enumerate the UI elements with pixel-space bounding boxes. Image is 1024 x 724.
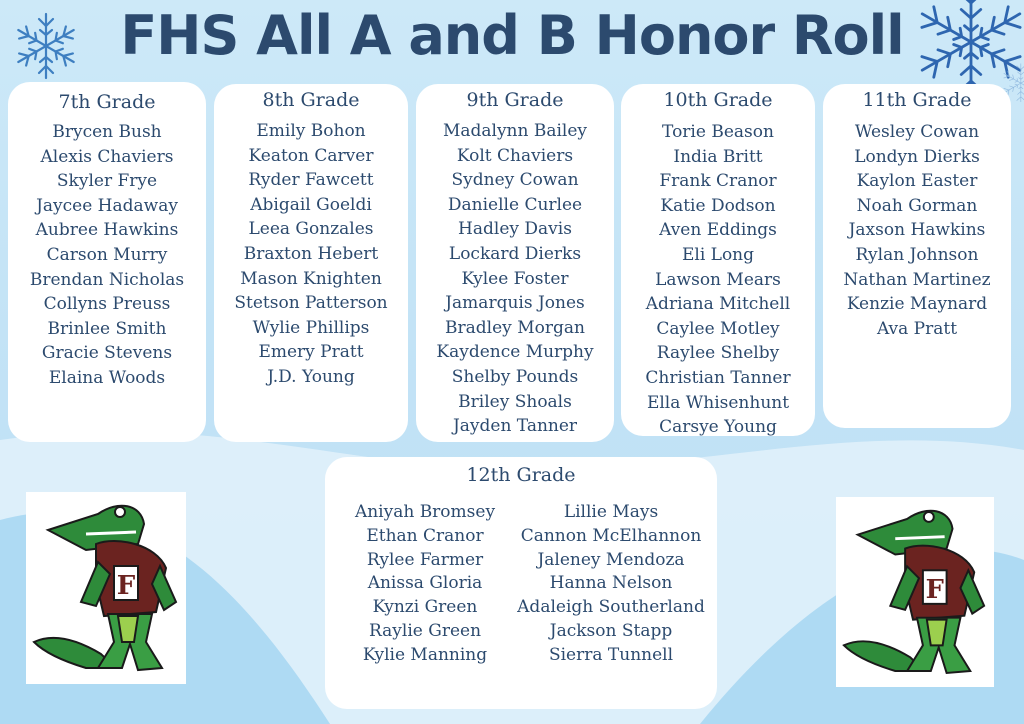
grade-heading: 8th Grade [262,89,360,111]
student-name: Brycen Bush [52,122,162,142]
student-name: Kolt Chaviers [456,145,574,166]
student-name: Kynzi Green [372,597,478,618]
student-name: Gracie Stevens [41,343,173,364]
grade-card-10th [621,84,815,436]
student-name: Emery Pratt [258,342,364,363]
student-name: Lockard Dierks [448,243,582,264]
student-name: Ryder Fawcett [248,170,374,191]
student-name: Jayden Tanner [452,416,578,437]
student-name: Wylie Phillips [252,317,370,338]
grade-heading: 9th Grade [466,89,564,111]
student-name: Aniyah Bromsey [354,502,496,522]
student-list [8,120,206,391]
student-name: Collyns Preuss [43,294,171,315]
student-name: Lillie Mays [563,502,659,522]
student-name: Rylee Farmer [366,549,484,570]
student-name: Brendan Nicholas [29,269,185,290]
student-name: Ava Pratt [876,318,958,339]
student-name: Hanna Nelson [549,573,673,594]
alligator-mascot-icon [26,492,186,684]
student-name: Kenzie Maynard [846,294,988,315]
student-name: Eli Long [681,244,755,265]
student-name: Cannon McElhannon [520,525,702,546]
student-name: Jamarquis Jones [445,293,585,314]
student-name: Wesley Cowan [854,122,980,142]
grade-card-8th [214,84,408,442]
student-name: Katie Dodson [660,195,776,216]
student-name: Aubree Hawkins [35,220,179,241]
student-name: Adaleigh Southerland [517,597,705,618]
student-name: Alexis Chaviers [40,146,174,167]
student-name: Nathan Martinez [843,269,991,290]
student-list [416,119,614,439]
student-name: Adriana Mitchell [645,294,791,315]
student-name: Leea Gonzales [248,219,374,240]
student-name: Aven Eddings [659,220,777,241]
grade-card-12th [325,457,717,709]
student-name: Raylee Shelby [656,343,780,364]
student-name: Abigail Goeldi [250,194,372,215]
mascot-letter: F [925,574,944,605]
student-name: Briley Shoals [458,391,572,412]
student-name: Frank Cranor [659,171,777,192]
student-name: Shelby Pounds [451,366,579,387]
student-name: Sierra Tunnell [548,644,674,665]
student-name: Jaleney Mendoza [537,549,685,570]
student-name: Mason Knighten [240,268,382,289]
student-name: Sydney Cowan [451,170,579,191]
student-name: Brinlee Smith [47,318,167,339]
student-name: Madalynn Bailey [442,121,588,141]
student-name: Emily Bohon [256,121,366,141]
student-name: Londyn Dierks [854,146,980,167]
student-name: Jaycee Hadaway [36,195,178,216]
student-name: India Britt [673,146,763,167]
student-name: Stetson Patterson [234,293,388,314]
grade-heading: 10th Grade [663,89,773,111]
student-list-left [325,501,525,668]
student-list [214,119,408,390]
student-name: Jaxson Hawkins [848,220,986,241]
student-name: Kylee Foster [461,268,569,289]
student-name: Elaina Woods [48,367,166,388]
grade-card-11th [823,84,1011,428]
student-name: Caylee Motley [656,318,780,339]
student-name: J.D. Young [267,366,355,387]
student-name: Raylie Green [368,620,482,641]
student-name: Christian Tanner [645,367,791,388]
grade-heading: 7th Grade [58,91,156,113]
student-name: Skyler Frye [56,171,158,192]
student-name: Hadley Davis [458,219,572,240]
student-name: Jackson Stapp [549,620,673,641]
student-name: Danielle Curlee [447,194,583,215]
student-name: Lawson Mears [655,269,781,290]
student-name: Torie Beason [662,122,774,142]
student-name: Kaylon Easter [856,171,978,192]
student-name: Braxton Hebert [243,243,379,264]
student-name: Keaton Carver [248,145,374,166]
student-name: Carson Murry [46,244,168,265]
student-name: Noah Gorman [856,195,978,216]
student-list-right [511,501,711,668]
student-name: Ella Whisenhunt [646,392,790,413]
student-list [823,120,1011,341]
grade-heading: 11th Grade [862,89,972,111]
student-name: Anissa Gloria [367,573,483,594]
student-name: Rylan Johnson [855,244,979,265]
student-name: Ethan Cranor [366,525,484,546]
student-name: Carsye Young [659,417,777,438]
grade-card-9th [416,84,614,442]
alligator-mascot-icon [836,497,994,687]
mascot-letter: F [116,571,136,601]
student-name: Kaydence Murphy [436,342,594,363]
grade-heading: 12th Grade [466,464,576,486]
student-list [621,120,815,440]
grade-card-7th [8,82,206,442]
student-name: Kylie Manning [362,644,488,665]
student-name: Bradley Morgan [445,317,585,338]
page-title: FHS All A and B Honor Roll [120,4,904,67]
